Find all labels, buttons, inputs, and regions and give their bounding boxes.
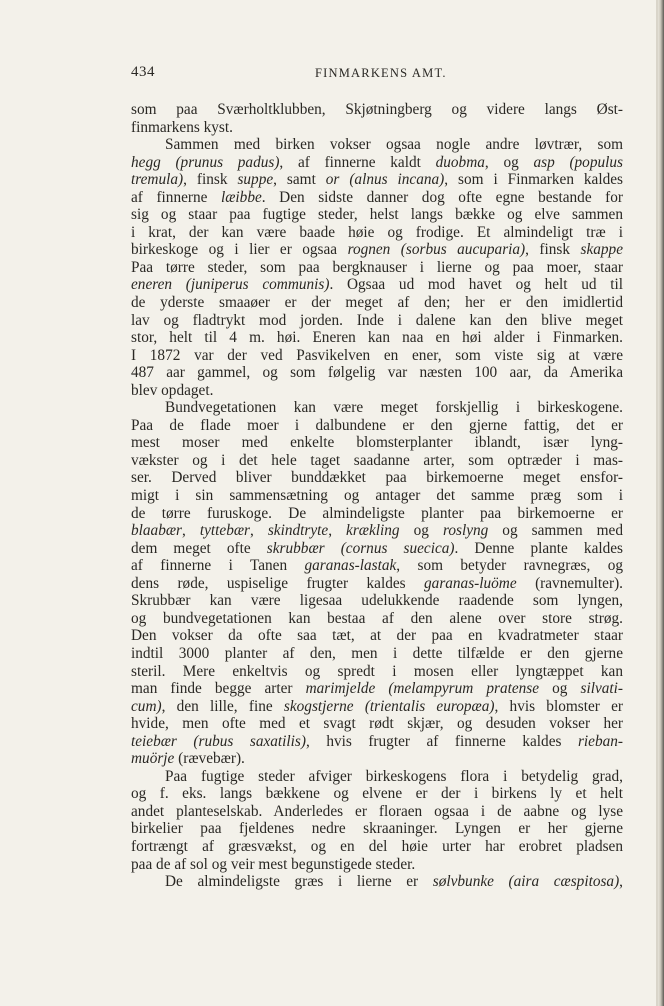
text-line: tremula), finsk suppe, samt or (alnus incana), som i Finmarken kaldes (131, 171, 623, 189)
text-line: som paa Sværholtklubben, Skjøtningberg og videre langs Øst- (131, 101, 623, 118)
text-line: af finnerne i Tanen garanas-lastak, som betyder ravnegræs, og (131, 557, 623, 575)
body-text (131, 101, 623, 891)
text-line: af finnerne læibbe. Den sidste danner dog ofte egne bestande for (131, 188, 624, 206)
page-number: 434 (131, 64, 155, 80)
text-line: birkeskoge og i lier er ogsaa rognen (sorbus aucuparia), finsk skappe (131, 241, 623, 259)
text-line: mest moser med enkelte blomsterplanter iblandt, især lyng- (131, 434, 623, 452)
text-line: ser. Derved bliver bunddækket paa birkemoerne meget ensfor- (131, 469, 623, 487)
text-line: Bundvegetationen kan være meget forskjellig i birkeskogene. (165, 399, 623, 417)
text-line: hegg (prunus padus), af finnerne kaldt duobma, og asp (populus (131, 153, 623, 171)
text-line: vækster og i det hele taget saadanne arter, som optræder i mas- (131, 451, 623, 469)
text-line: finmarkens kyst. (131, 118, 233, 136)
text-line: Paa tørre steder, som paa bergknauser i lierne og paa moer, staar (131, 258, 623, 276)
text-line: blev opdaget. (131, 381, 214, 399)
page-edge (658, 0, 664, 1006)
text-line: paa de af sol og veir mest begunstigede steder. (131, 855, 416, 873)
text-line: sig og staar paa fugtige steder, helst langs bække og elve sammen (131, 206, 623, 224)
text-line: blaabær, tyttebær, skindtryte, krækling og roslyng og sammen med (131, 522, 623, 540)
text-line: cum), den lille, fine skogstjerne (trientalis europæa), hvis blomster er (131, 697, 623, 715)
text-line: Paa de flade moer i dalbundene er den gjerne fattig, det er (131, 416, 623, 434)
text-line: I 1872 var der ved Pasvikelven en ener, som viste sig at være (131, 346, 623, 364)
text-line: teiebær (rubus saxatilis), hvis frugter af finnerne kaldes rieban- (131, 732, 623, 750)
text-line: de yderste smaaøer er der meget af den; her er den imidlertid (131, 294, 623, 312)
text-line: steril. Mere enkeltvis og spredt i mosen eller lyngtæppet kan (131, 662, 623, 680)
text-line: dem meget ofte skrubbær (cornus suecica). Denne plante kaldes (131, 539, 623, 557)
running-title: FINMARKENS AMT. (315, 66, 447, 80)
text-line: og f. eks. langs bækkene og elvene er der i birkens ly et helt (131, 785, 623, 803)
text-line: Sammen med birken vokser ogsaa nogle andre løvtrær, som (165, 136, 623, 154)
text-line: Skrubbær kan være ligesaa udelukkende raadende som lyngen, (131, 592, 623, 610)
text-line: 487 aar gammel, og som følgelig var næsten 100 aar, da Amerika (131, 364, 623, 382)
text-line: De almindeligste græs i lierne er sølvbunke (aira cæspitosa), (165, 873, 623, 891)
text-line: dens røde, uspiselige frugter kaldes garanas-luöme (ravnemulter). (131, 574, 623, 592)
text-line: indtil 3000 planter af den, men i dette tilfælde er den gjerne (131, 644, 623, 662)
text-line: birkelier paa fjeldenes nedre skraaninger. Lyngen er her gjerne (131, 820, 623, 838)
text-line: eneren (juniperus communis). Ogsaa ud mod havet og helt ud til (131, 276, 624, 294)
text-line: hvide, men ofte med et svagt rødt skjær, og desuden vokser her (131, 715, 623, 733)
text-line: og bundvegetationen kan bestaa af den alene over store strøg. (131, 609, 623, 627)
text-line: fortrængt af græsvækst, og en del høie urter har erobret pladsen (131, 837, 623, 855)
text-line: i krat, der kan være baade høie og frodige. Et almindeligt træ i (131, 223, 623, 241)
text-line: Paa fugtige steder afviger birkeskogens flora i betydelig grad, (165, 767, 623, 785)
text-line: muörje (rævebær). (131, 750, 245, 768)
text-line: de tørre furuskoge. De almindeligste planter paa birkemoerne er (131, 504, 623, 522)
text-line: man finde begge arter marimjelde (melampyrum pratense og silvati- (131, 680, 623, 698)
text-line: stor, helt til 4 m. høi. Eneren kan naa en høi alder i Finmarken. (131, 329, 623, 347)
page-header (131, 64, 623, 86)
text-line: andet planteselskab. Anderledes er floraen ogsaa i de aabne og lyse (131, 802, 623, 820)
text-line: migt i sin sammensætning og antager det samme præg som i (131, 487, 623, 505)
text-line: lav og fladtrykt mod jorden. Inde i dalene kan den blive meget (131, 311, 623, 329)
text-line: Den vokser da ofte saa tæt, at der paa en kvadratmeter staar (131, 627, 623, 645)
